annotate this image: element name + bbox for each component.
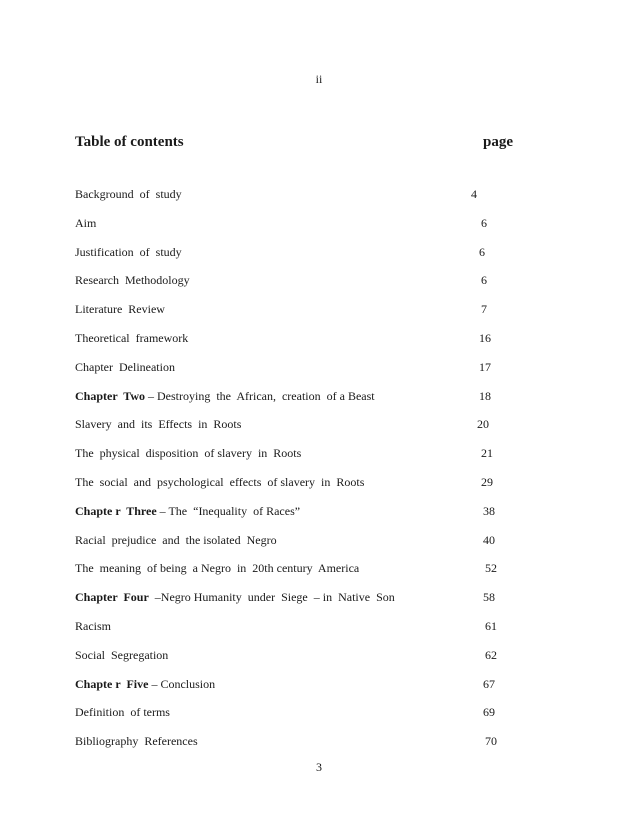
toc-entry [75,446,515,475]
toc-entry [75,734,515,763]
toc-entry-chapter-label: Chapter Two [75,388,146,403]
toc-entry-text: Theoretical framework [75,330,189,345]
toc-entry-text: Slavery and its Effects in Roots [75,417,242,432]
toc-entry-chapter-label: Chapte r Five [75,676,149,691]
toc-entry-text: – Conclusion [148,676,216,691]
toc-entry [75,417,515,446]
toc-entry-text: Justification of study [75,244,182,259]
toc-entry-title [75,187,182,201]
toc-entry-title [75,273,190,287]
toc-entry [75,302,515,331]
toc-entry-title [75,561,359,575]
toc-entry-page: 70 [485,734,497,749]
toc-entry-text: The physical disposition of slavery in Roots [75,446,302,461]
toc-page-heading: page [483,134,513,150]
toc-entry-page: 38 [483,503,495,518]
toc-entry-title [75,216,96,230]
toc-entry-title [75,245,182,259]
toc-entry-text: Definition of terms [75,705,170,720]
toc-entry-text: –Negro Humanity under Siege – in Native Son [148,590,395,605]
toc-entry-title [75,417,241,431]
toc-entry [75,216,515,245]
toc-entry-title [75,619,111,633]
toc-entry-title [75,705,170,719]
toc-entry-page: 61 [485,618,497,633]
toc-entry-page: 69 [483,705,495,720]
toc-list [75,187,515,763]
toc-entry-page: 21 [481,446,493,461]
toc-entry-title [75,648,168,662]
toc-entry-text: – Destroying the African, creation of a Beast [145,388,375,403]
toc-entry-page: 40 [483,532,495,547]
toc-entry-title [75,504,300,518]
toc-entry-page: 6 [481,273,487,288]
toc-entry [75,590,515,619]
toc-entry-text: Aim [75,215,97,230]
toc-entry-page: 29 [481,474,493,489]
toc-entry-page: 52 [485,561,497,576]
roman-page-number: ii [315,72,323,86]
toc-entry-text: Social Segregation [75,647,169,662]
toc-entry-title [75,446,301,460]
toc-entry [75,273,515,302]
toc-heading-row [75,134,515,151]
toc-entry [75,677,515,706]
toc-entry-text: The meaning of being a Negro in 20th century America [75,561,360,576]
toc-entry [75,475,515,504]
toc-entry-page: 58 [483,590,495,605]
toc-entry-title [75,533,277,547]
toc-entry-title [75,590,395,604]
toc-entry-text: Chapter Delineation [75,359,175,374]
toc-entry-page: 4 [471,187,477,201]
toc-entry-page: 16 [479,330,491,345]
toc-entry-title [75,331,188,345]
toc-entry [75,331,515,360]
toc-entry [75,389,515,418]
page-number: 3 [316,760,322,774]
toc-entry-page: 17 [479,359,491,374]
toc-entry-page: 18 [479,388,491,403]
toc-entry-title [75,302,165,316]
toc-entry-chapter-label: Chapter Four [75,590,149,605]
toc-entry [75,360,515,389]
toc-entry [75,619,515,648]
toc-entry-title [75,475,364,489]
toc-entry-page: 67 [483,676,495,691]
toc-entry [75,245,515,274]
toc-entry-text: Literature Review [75,302,165,317]
toc-entry-text: The social and psychological effects of slavery in Roots [75,474,365,489]
toc-entry-title [75,677,215,691]
toc-entry-title [75,360,175,374]
toc-entry-text: Bibliography References [75,734,198,749]
toc-entry [75,648,515,677]
toc-entry-text: Racism [75,618,111,633]
toc-entry [75,561,515,590]
toc-entry-page: 6 [481,215,487,230]
toc-entry-text: Research Methodology [75,273,190,288]
toc-entry-text: Background of study [75,187,182,201]
toc-entry-text: – The “Inequality of Races” [156,503,301,518]
toc-entry [75,705,515,734]
toc-entry-title [75,734,198,748]
toc-entry-page: 20 [477,417,489,432]
toc-entry [75,533,515,562]
toc-entry-text: Racial prejudice and the isolated Negro [75,532,277,547]
toc-entry-page: 7 [481,302,487,317]
toc-entry-chapter-label: Chapte r Three [75,503,157,518]
toc-heading: Table of contents [75,134,184,150]
toc-entry-page: 62 [485,647,497,662]
toc-entry [75,504,515,533]
toc-entry-page: 6 [479,244,485,259]
toc-entry-title [75,389,375,403]
toc-entry [75,187,515,216]
